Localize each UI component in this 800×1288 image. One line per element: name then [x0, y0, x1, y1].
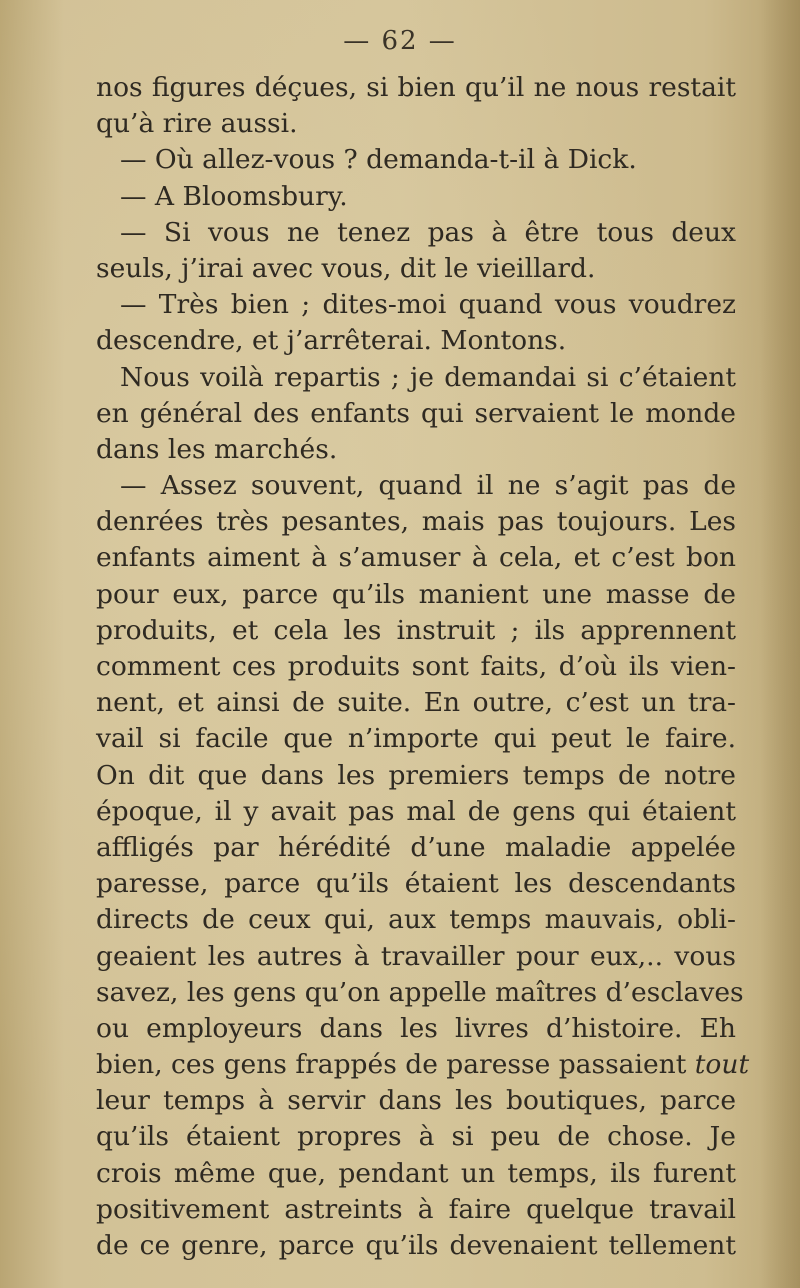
page-number: — 62 — [343, 26, 457, 56]
text-line: produits, et cela les instruit ; ils apprennent [96, 614, 736, 646]
text-line: — Où allez-vous ? demanda-t-il à Dick. [120, 144, 637, 176]
text-line: geaient les autres à travailler pour eux,.. vous [96, 940, 736, 972]
text-line: positivement astreints à faire quelque travail [96, 1193, 736, 1225]
text-line: — Si vous ne tenez pas à être tous deux [120, 216, 736, 248]
text-line: dans les marchés. [96, 433, 338, 465]
text-line: en général des enfants qui servaient le monde [96, 397, 736, 429]
text-line: — Très bien ; dites-moi quand vous voudrez [120, 289, 736, 321]
text-line: On dit que dans les premiers temps de notre [96, 759, 736, 791]
text-line: Nous voilà repartis ; je demandai si c’étaient [120, 361, 736, 393]
text-line: — Assez souvent, quand il ne s’agit pas de [120, 470, 736, 502]
text-line: vail si facile que n’importe qui peut le faire. [96, 723, 736, 755]
text-line: nent, et ainsi de suite. En outre, c’est un tra- [96, 687, 736, 719]
text-fragment: bien, ces gens frappés de paresse passaient [96, 1049, 695, 1081]
text-line: nos figures déçues, si bien qu’il ne nous restait [96, 72, 736, 103]
text-line: leur temps à servir dans les boutiques, parce [96, 1085, 736, 1117]
text-line: — A Bloomsbury. [120, 180, 348, 212]
text-line: descendre, et j’arrêterai. Montons. [96, 325, 567, 357]
body-text [96, 70, 750, 1264]
text-line: de ce genre, parce qu’ils devenaient tellement [96, 1230, 736, 1261]
text-line: seuls, j’irai avec vous, dit le vieillard. [96, 252, 596, 284]
text-line: pour eux, parce qu’ils manient une masse de [96, 578, 736, 610]
text-line: ou employeurs dans les livres d’histoire. Eh [96, 1012, 736, 1044]
text-line-with-italic [96, 1047, 750, 1083]
text-line: directs de ceux qui, aux temps mauvais, obli- [96, 904, 736, 936]
text-line: enfants aiment à s’amuser à cela, et c’est bon [96, 542, 736, 574]
text-line: affligés par hérédité d’une maladie appelée [96, 831, 736, 863]
text-line: savez, les gens qu’on appelle maîtres d’esclaves [96, 976, 744, 1008]
text-line: époque, il y avait pas mal de gens qui étaient [96, 795, 736, 827]
text-line: qu’à rire aussi. [96, 108, 298, 140]
italic-word: tout [694, 1049, 750, 1081]
text-line: crois même que, pendant un temps, ils furent [96, 1157, 736, 1189]
text-line: qu’ils étaient propres à si peu de chose. Je [96, 1121, 736, 1153]
text-line: paresse, parce qu’ils étaient les descendants [96, 868, 736, 900]
text-line: comment ces produits sont faits, d’où ils vien- [96, 651, 736, 682]
page-edge-shadow [760, 0, 800, 1288]
text-line: denrées très pesantes, mais pas toujours. Les [96, 506, 736, 538]
